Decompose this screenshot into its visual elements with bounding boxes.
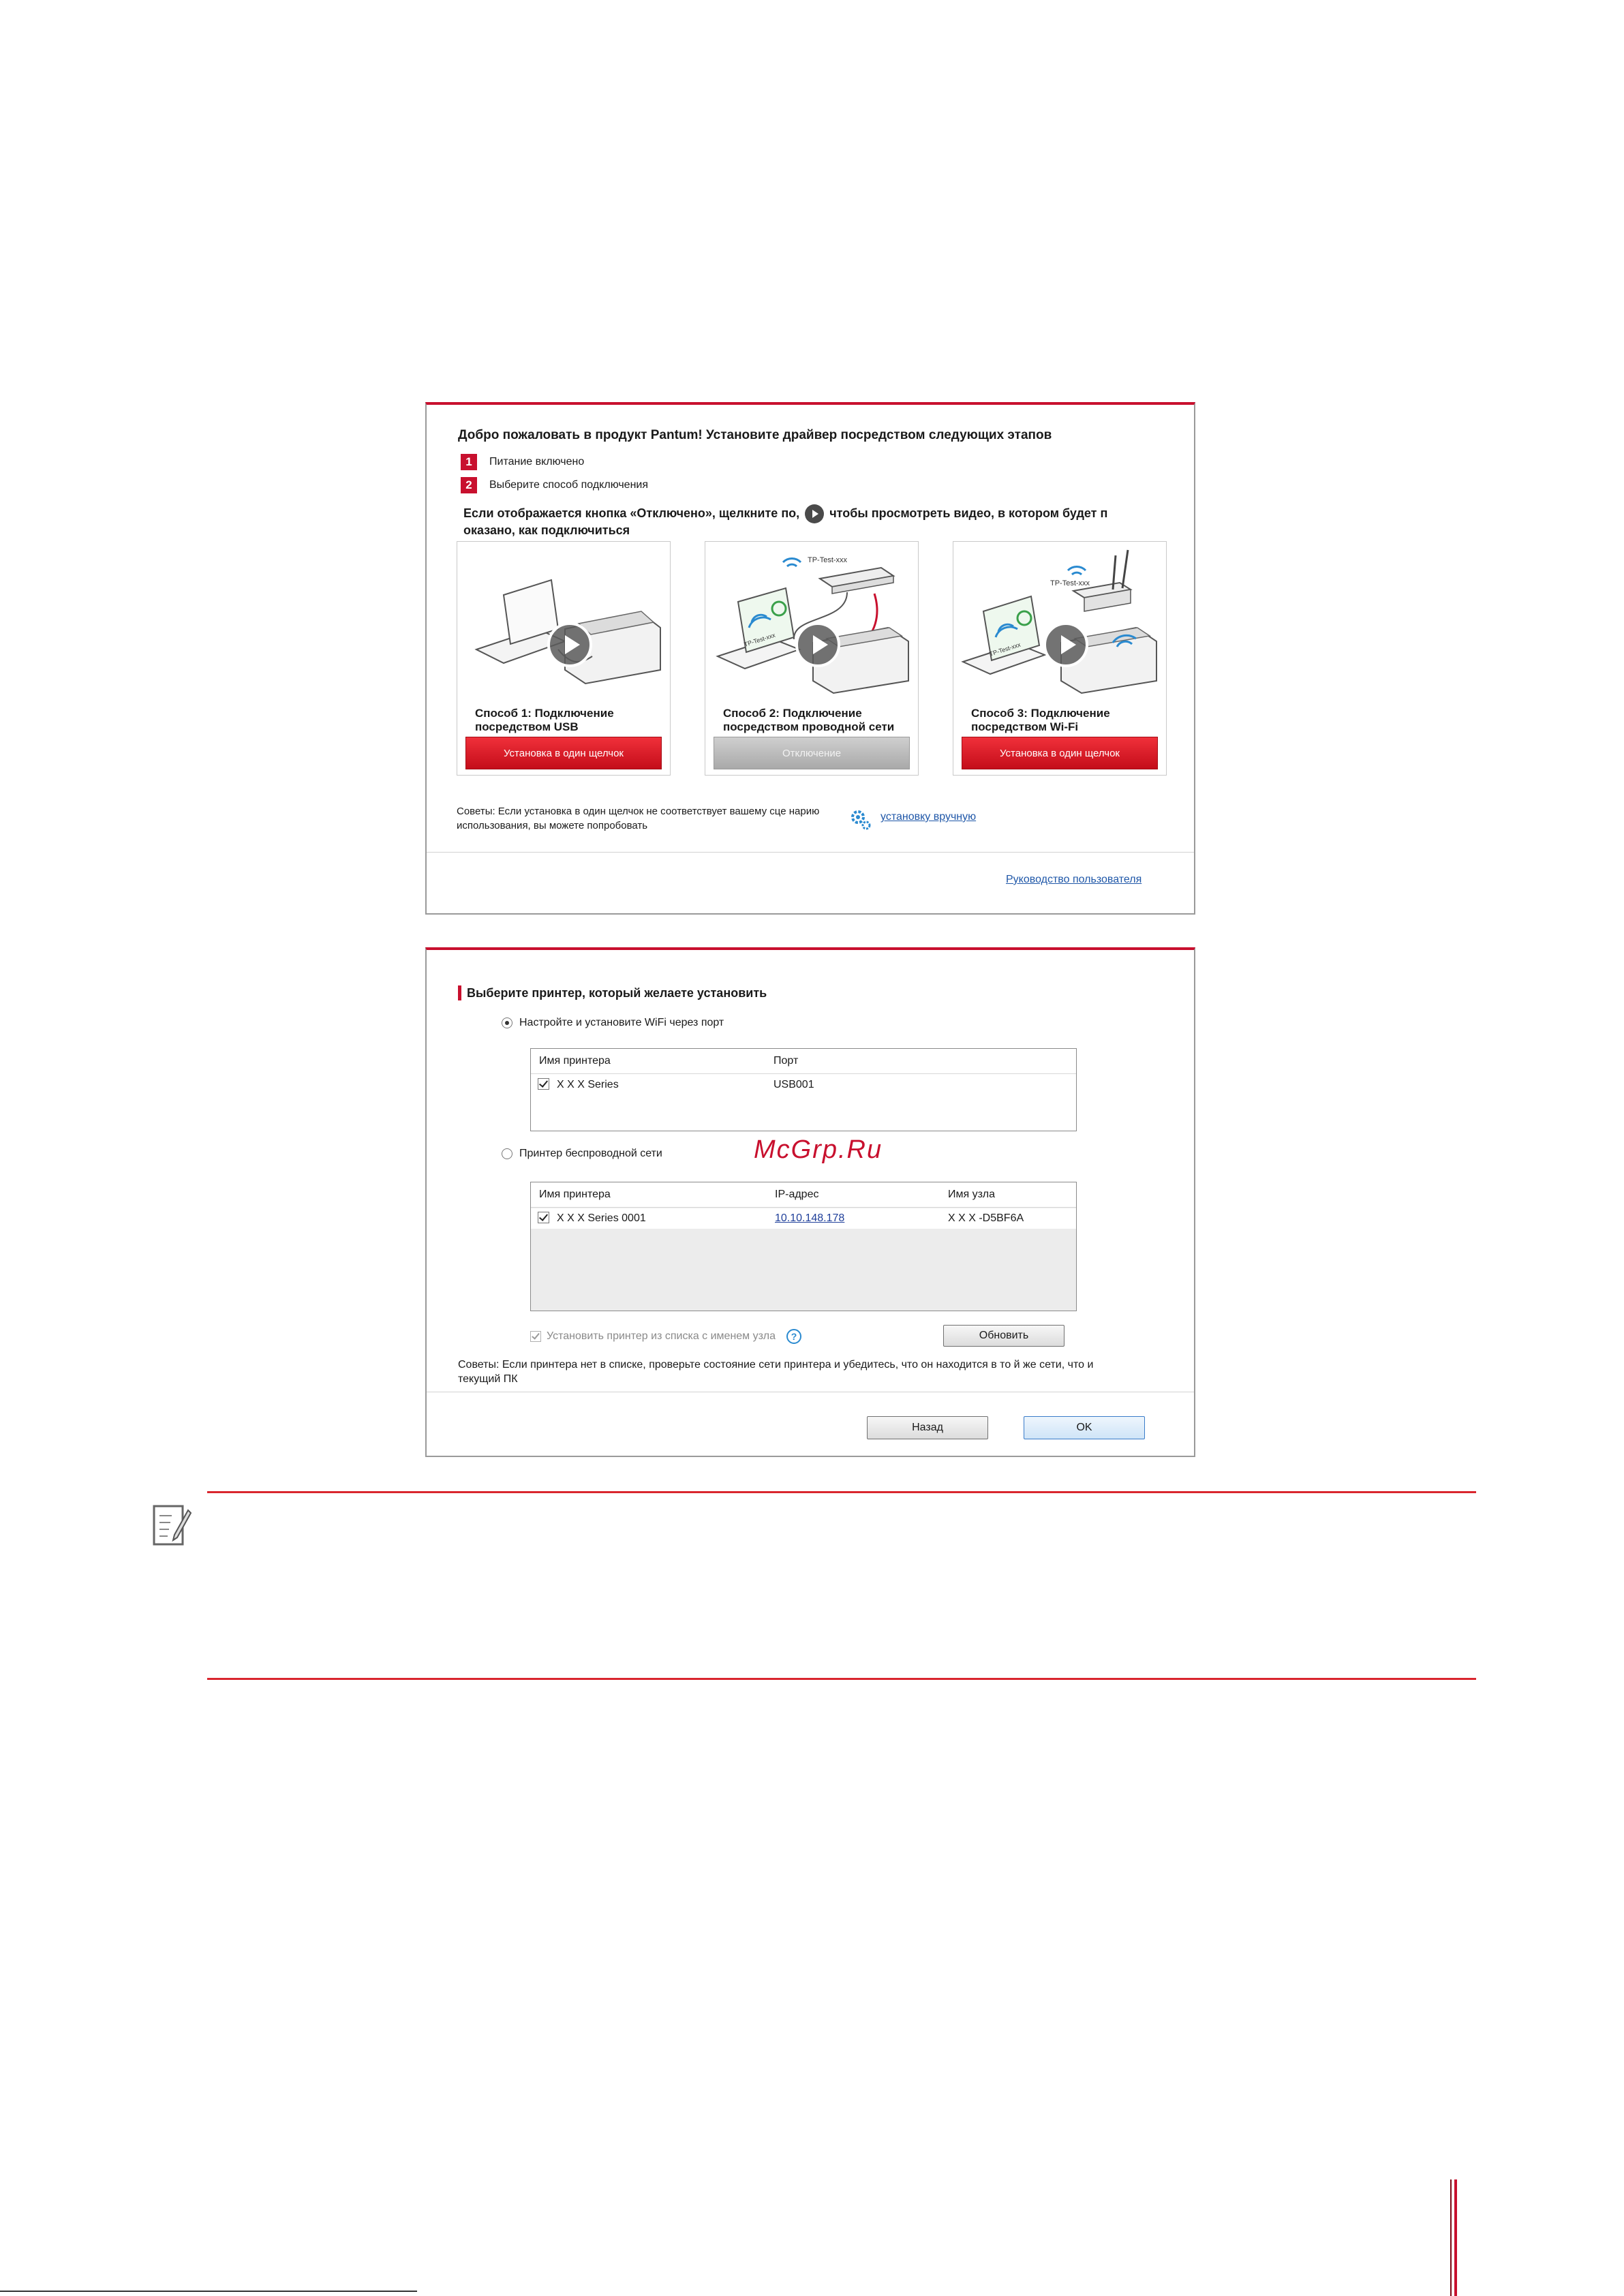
radio-label: Принтер беспроводной сети	[519, 1148, 662, 1159]
watermark: McGrp.Ru	[754, 1135, 883, 1164]
help-icon[interactable]: ?	[786, 1329, 801, 1344]
one-click-install-button[interactable]: Установка в один щелчок	[465, 737, 662, 769]
video-hint	[463, 504, 1159, 538]
step-label: Выберите способ подключения	[489, 479, 649, 491]
radio-button[interactable]	[502, 1017, 512, 1028]
row-checkbox[interactable]	[538, 1078, 549, 1090]
column-header: Порт	[773, 1055, 799, 1067]
select-printer-tips: Советы: Если принтера нет в списке, проверьте состояние сети принтера и убедитесь, что он находится в то й же сети, что и текущий ПК	[458, 1359, 1094, 1385]
printer-name: X X X Series 0001	[557, 1212, 646, 1224]
installer-title: Добро пожаловать в продукт Pantum! Установите драйвер посредством следующих этапов	[458, 428, 1052, 442]
printer-port: USB001	[773, 1079, 814, 1090]
port-printer-table	[530, 1048, 1077, 1131]
column-header: IP-адрес	[775, 1189, 819, 1200]
title-text: Выберите принтер, который желаете установить	[467, 985, 767, 1000]
user-guide-link[interactable]: Руководство пользователя	[1006, 874, 1142, 885]
play-video-icon[interactable]	[1043, 622, 1088, 667]
laptop-ssid-label: TP-Test-xxx	[988, 641, 1022, 658]
hostname-checkbox-row	[530, 1329, 801, 1344]
printer-ip-link[interactable]: 10.10.148.178	[775, 1212, 845, 1224]
table-header	[531, 1182, 1076, 1208]
ssid-label: TP-Test-xxx	[808, 556, 848, 564]
hostname-checkbox	[530, 1331, 541, 1342]
table-row[interactable]	[531, 1075, 1076, 1095]
connection-card-usb	[457, 541, 671, 776]
printer-hostname: X X X -D5BF6A	[948, 1212, 1024, 1224]
back-button[interactable]: Назад	[867, 1416, 988, 1439]
play-icon	[805, 504, 824, 523]
footer-rule	[0, 2291, 417, 2292]
gear-icon	[849, 808, 872, 831]
title-accent-bar	[458, 985, 461, 1000]
one-click-install-button[interactable]: Установка в один щелчок	[962, 737, 1158, 769]
select-printer-window	[425, 947, 1195, 1457]
card-title: Способ 1: Подключение посредством USB	[475, 707, 614, 733]
connection-card-wired	[705, 541, 919, 776]
page-edge-bar	[1450, 2179, 1452, 2296]
disabled-button: Отключение	[714, 737, 910, 769]
printer-name: X X X Series	[557, 1079, 619, 1090]
select-printer-title	[458, 985, 767, 1000]
note-icon	[151, 1501, 192, 1551]
radio-port-option[interactable]	[502, 1017, 724, 1029]
refresh-button[interactable]: Обновить	[943, 1325, 1064, 1347]
laptop-ssid-label: TP-Test-xxx	[743, 631, 776, 648]
column-header: Имя принтера	[539, 1055, 611, 1067]
hint-text-after: чтобы просмотреть видео, в котором будет п оказано, как подключиться	[463, 506, 1108, 537]
installer-window	[425, 402, 1195, 915]
ok-button[interactable]: OK	[1024, 1416, 1145, 1439]
table-header	[531, 1049, 1076, 1074]
radio-wireless-option[interactable]	[502, 1148, 662, 1160]
connection-card-wifi	[953, 541, 1167, 776]
page-edge-bar	[1454, 2179, 1457, 2296]
hostname-checkbox-label: Установить принтер из списка с именем узла	[547, 1330, 776, 1342]
column-header: Имя принтера	[539, 1189, 611, 1200]
play-video-icon[interactable]	[547, 622, 592, 667]
installer-tips: Советы: Если установка в один щелчок не соответствует вашему сце нарию использования, вы можете попробовать	[457, 806, 820, 831]
divider	[427, 852, 1194, 853]
note-bottom-rule	[207, 1678, 1476, 1680]
row-checkbox[interactable]	[538, 1212, 549, 1223]
play-video-icon[interactable]	[795, 622, 840, 667]
step-1	[461, 454, 584, 470]
radio-label: Настройте и установите WiFi через порт	[519, 1017, 724, 1028]
step-number: 1	[461, 454, 477, 470]
table-row[interactable]	[531, 1208, 1076, 1229]
ssid-label: TP-Test-xxx	[1050, 579, 1090, 587]
card-title: Способ 3: Подключение посредством Wi-Fi	[971, 707, 1110, 733]
radio-button[interactable]	[502, 1148, 512, 1159]
step-number: 2	[461, 477, 477, 493]
note-top-rule	[207, 1491, 1476, 1493]
hint-text-before: Если отображается кнопка «Отключено», щелкните по,	[463, 506, 800, 520]
manual-install-link[interactable]: установку вручную	[880, 811, 977, 823]
card-title: Способ 2: Подключение посредством проводной сети	[723, 707, 895, 733]
wireless-printer-table	[530, 1182, 1077, 1311]
column-header: Имя узла	[948, 1189, 995, 1200]
step-label: Питание включено	[489, 456, 585, 468]
step-2	[461, 477, 648, 493]
